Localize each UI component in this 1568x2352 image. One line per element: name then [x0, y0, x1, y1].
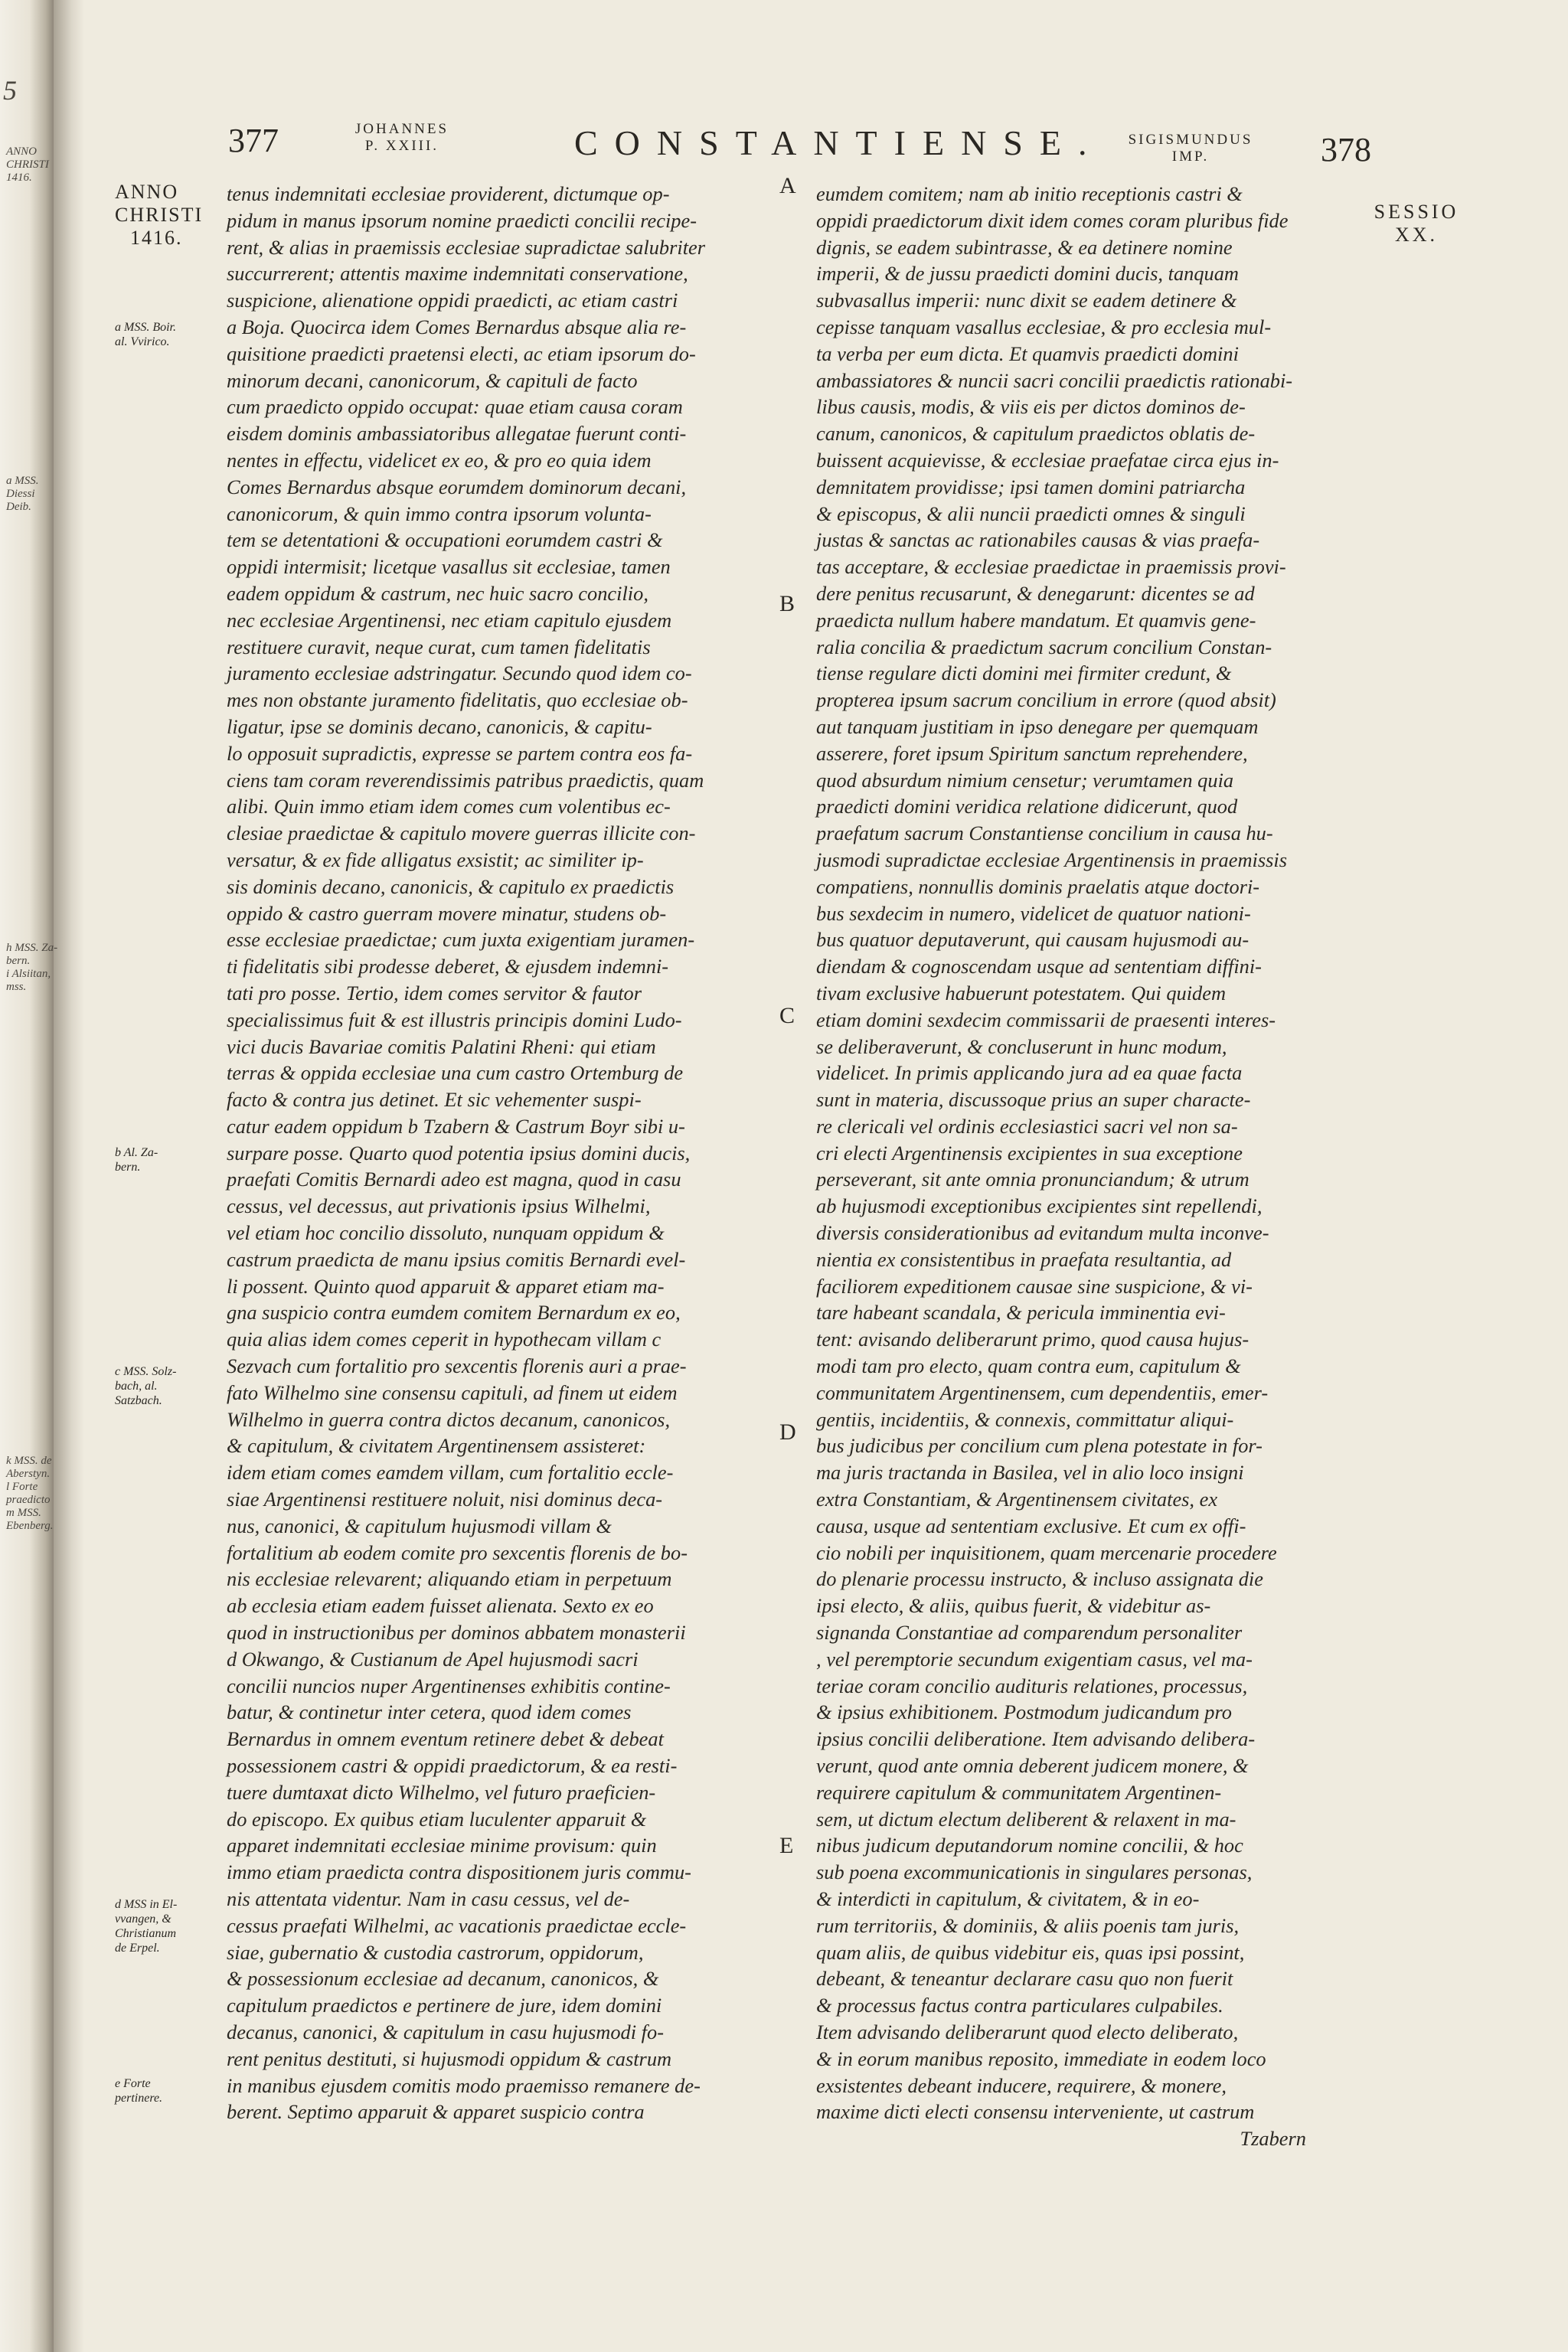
right-column-line: , vel peremptorie secundum exigentiam casus, vel ma- — [816, 1647, 1253, 1671]
right-column-line: cio nobili per inquisitionem, quam mercenarie procedere — [816, 1540, 1277, 1564]
left-column-line: vel etiam hoc concilio dissoluto, nunquam oppidum & — [227, 1221, 665, 1245]
left-column-line: tenus indemnitati ecclesiae providerent, dictumque op- — [227, 182, 670, 205]
left-column-line: lo opposuit supradictis, expresse se partem contra eos fa- — [227, 741, 693, 765]
left-column-line: pidum in manus ipsorum nomine praedicti concilii recipe- — [227, 208, 697, 232]
right-column-line: demnitatem providisse; ipsi tamen domini patriarcha — [816, 475, 1246, 498]
left-column-line: eisdem dominis ambassiatoribus allegatae fuerunt conti- — [227, 422, 687, 446]
right-column-line: eumdem comitem; nam ab initio receptionis castri & — [816, 182, 1243, 205]
left-column-line: eadem oppidum & castrum, nec huic sacro concilio, — [227, 581, 648, 605]
right-column-line: cri electi Argentinensis excipientes in sua exceptione — [816, 1141, 1243, 1165]
right-column-line: libus causis, modis, & viis eis per dictos dominos de- — [816, 395, 1246, 419]
left-column-line: alibi. Quin immo etiam idem comes cum volentibus ec- — [227, 795, 671, 818]
left-column-line: specialissimus fuit & est illustris principis domini Ludo- — [227, 1008, 682, 1031]
right-column-line: compatiens, nonnullis dominis praelatis atque doctori- — [816, 874, 1260, 898]
right-running-head-line-2: IMP. — [1171, 149, 1210, 165]
right-column-line: justas & sanctas ac rationabiles causas & vias praefa- — [816, 528, 1260, 552]
gutter-shadow — [54, 0, 84, 2352]
left-column-line: concilii nuncios nuper Argentinenses exhibitis contine- — [227, 1674, 671, 1697]
left-column-line: tuere dumtaxat dicto Wilhelmo, vel futuro praeficien- — [227, 1780, 656, 1804]
right-column-line: faciliorem expeditionem causae sine suspicione, & vi- — [816, 1274, 1253, 1298]
right-column-line: ipsius concilii deliberatione. Item advisando delibera- — [816, 1727, 1256, 1751]
right-column-line: do plenarie processu instructo, & incluso assignata die — [816, 1567, 1263, 1591]
right-column-line: requirere capitulum & communitatem Argentinen- — [816, 1780, 1222, 1804]
left-column-line: restituere curavit, neque curat, cum tamen fidelitatis — [227, 635, 651, 658]
right-column-line: se deliberaverunt, & concluserunt in hunc modum, — [816, 1034, 1227, 1058]
right-column-line: ralia concilia & praedictum sacrum concilium Constan- — [816, 635, 1272, 658]
right-column-line: ma juris tractanda in Basilea, vel in alio loco insigni — [816, 1461, 1244, 1485]
right-column-line: sub poena excommunicationis in singulares personas, — [816, 1860, 1253, 1884]
left-column-line: quisitione praedicti praetensi electi, ac etiam ipsorum do- — [227, 341, 696, 365]
left-column-line: decanus, canonici, & capitulum in casu hujusmodi fo- — [227, 2020, 664, 2043]
right-column-line: & interdicti in capitulum, & civitatem, & in eo- — [816, 1887, 1200, 1910]
right-column-line: quam aliis, de quibus videbitur eis, quas ipsi possint, — [816, 1940, 1245, 1964]
left-running-head-line-2: P. XXIII. — [364, 138, 439, 154]
left-column-line: sis dominis decano, canonicis, & capitulo ex praedictis — [227, 874, 675, 898]
right-column-line: imperii, & de jussu praedicti domini ducis, tanquam — [816, 262, 1239, 286]
left-column-line: cessus praefati Wilhelmi, ac vacationis praedictae eccle- — [227, 1913, 687, 1937]
left-column-line: clesiae praedictae & capitulo movere guerras illicite con- — [227, 822, 696, 845]
margin-note-e: e Forte pertinere. — [115, 2077, 163, 2105]
right-column-line: jusmodi supradictae ecclesiae Argentinensis in praemissis — [816, 848, 1287, 871]
left-column-line: versatur, & ex fide alligatus exsistit; ac similiter ip- — [227, 848, 644, 871]
left-column-line: possessionem castri & oppidi praedictorum, & ea resti- — [227, 1754, 678, 1778]
left-column-line: do episcopo. Ex quibus etiam luculenter apparuit & — [227, 1807, 647, 1831]
margin-note-a: a MSS. Boir. al. Vvirico. — [115, 321, 176, 348]
left-column-line: suspicione, alienatione oppidi praedicti, ac etiam castri — [227, 289, 678, 312]
right-column-line: & episcopus, & alii nuncii praedicti omnes & singuli — [816, 501, 1246, 525]
right-running-head-line-1: SIGISMUNDUS — [1128, 132, 1253, 148]
left-column-line: juramento ecclesiae adstringatur. Secundo quod idem co- — [227, 662, 692, 685]
section-letter-e: E — [779, 1833, 794, 1858]
right-column-line: causa, usque ad sententiam exclusive. Et cum ex offi- — [816, 1514, 1246, 1537]
right-page-number: 378 — [1321, 131, 1371, 168]
right-column-line: & in eorum manibus reposito, immediate in eodem loco — [816, 2047, 1266, 2070]
left-column-line: succurrerent; attentis maxime indemnitati conservatione, — [227, 262, 688, 286]
left-column-line: oppido & castro guerram movere minatur, studens ob- — [227, 901, 667, 925]
left-column-line: catur eadem oppidum b Tzabern & Castrum Boyr sibi u- — [227, 1114, 685, 1138]
right-column-line: subvasallus imperii: nunc dixit se eadem detinere & — [816, 289, 1237, 312]
right-column-line: perseverant, sit ante omnia pronunciandum; & utrum — [816, 1168, 1250, 1191]
section-letter-a: A — [779, 173, 796, 198]
right-column-line: tiense regulare dicti domini mei firmiter credunt, & — [816, 662, 1232, 685]
left-column-line: idem etiam comes eamdem villam, cum fortalitio eccle- — [227, 1461, 674, 1485]
margin-note-d: d MSS in El- vvangen, & Christianum de Erpel. — [115, 1898, 178, 1955]
right-column-line: tent: avisando deliberarunt primo, quod causa hujus- — [816, 1328, 1250, 1351]
left-column-line: tati pro posse. Tertio, idem comes servitor & fautor — [227, 981, 642, 1004]
section-letter-b: B — [779, 591, 795, 616]
right-column-line: sem, ut dictum electum deliberent & relaxent in ma- — [816, 1807, 1236, 1831]
right-column-line: ta verba per eum dicta. Et quamvis praedicti domini — [816, 341, 1239, 365]
spine-fragment-number: 5 — [3, 75, 17, 106]
right-column-line: diendam & cognoscendam usque ad sententiam diffini- — [816, 955, 1262, 978]
right-column-line: modi tam pro electo, quam contra eum, capitulum & — [816, 1354, 1241, 1378]
left-column-line: mes non obstante juramento fidelitatis, quo ecclesiae ob- — [227, 688, 688, 712]
right-column-line: & processus factus contra particulares culpabiles. — [816, 1994, 1223, 2017]
right-column-line: ipsi electo, & aliis, quibus fuerit, & videbitur as- — [816, 1594, 1211, 1618]
right-column-line: signanda Constantiae ad comparendum personaliter — [816, 1621, 1243, 1645]
left-column-line: & possessionum ecclesiae ad decanum, canonicos, & — [227, 1967, 659, 1991]
left-column-line: ligatur, ipse se dominis decano, canonicis, & capitu- — [227, 714, 652, 738]
left-column-line: li possent. Quinto quod apparuit & apparet etiam ma- — [227, 1274, 665, 1298]
left-column-line: immo etiam praedicta contra dispositionem juris commu- — [227, 1860, 691, 1884]
right-column-line: communitatem Argentinensem, cum dependentiis, emer- — [816, 1380, 1269, 1404]
left-running-head — [337, 121, 467, 155]
right-column-line: Tzabern — [1240, 2127, 1306, 2151]
sessio-label — [1370, 201, 1462, 247]
left-column-line: siae, gubernatio & custodia castrorum, oppidorum, — [227, 1940, 644, 1964]
left-column-line: praefati Comitis Bernardi adeo est magna, quod in casu — [227, 1168, 681, 1191]
left-column-line: quia alias idem comes ceperit in hypothecam villam c — [227, 1328, 662, 1351]
right-column-line: gentiis, incidentiis, & connexis, committatur aliqui- — [816, 1407, 1234, 1431]
anno-line-2: CHRISTI — [115, 204, 204, 226]
right-column-line: bus sexdecim in numero, videlicet de quatuor nationi- — [816, 901, 1251, 925]
right-column-line: bus quatuor deputaverunt, qui causam hujusmodi au- — [816, 928, 1250, 952]
left-column-line: oppidi intermisit; licetque vasallus sit ecclesiae, tamen — [227, 555, 671, 579]
right-column-line: asserere, foret ipsum Spiritum sanctum reprehendere, — [816, 741, 1248, 765]
right-column-line: praedicta nullum habere mandatum. Et quamvis gene- — [816, 608, 1256, 632]
right-column-line: praefatum sacrum Constantiense concilium in causa hu- — [816, 822, 1273, 845]
right-column-line: teriae coram concilio audituris relationes, processus, — [816, 1674, 1248, 1697]
left-column-line: rent, & alias in praemissis ecclesiae supradictae salubriter — [227, 235, 706, 259]
right-column-line: tare habeant scandala, & pericula imminentia evi- — [816, 1301, 1226, 1325]
left-column-line: fato Wilhelmo sine consensu capituli, ad finem ut eidem — [227, 1380, 678, 1404]
anno-line-3: 1416. — [130, 227, 183, 249]
left-column-line: capitulum praedictos e pertinere de jure, idem domini — [227, 1994, 662, 2017]
right-column-line: ab hujusmodi exceptionibus excipientes sint repellendi, — [816, 1194, 1263, 1218]
left-column-line: Sezvach cum fortalitio pro sexcentis florenis auri a prae- — [227, 1354, 687, 1378]
left-column-line: quod in instructionibus per dominos abbatem monasterii — [227, 1621, 686, 1645]
left-column-line: Bernardus in omnem eventum retinere debet & debeat — [227, 1727, 664, 1751]
spine-fragment-note-k: k MSS. de Aberstyn. l Forte praedicto m MSS. Ebenberg. — [6, 1455, 54, 1532]
left-column-line: esse ecclesiae praedictae; cum juxta exigentiam juramen- — [227, 928, 695, 952]
left-column-line: canonicorum, & quin immo contra ipsorum volunta- — [227, 501, 652, 525]
left-column-line: tem se detentationi & occupationi eorumdem castri & — [227, 528, 663, 552]
right-column-line: rum territoriis, & dominiis, & aliis poenis tam juris, — [816, 1913, 1240, 1937]
left-column-line: siae Argentinensi restituere noluit, nisi dominus deca- — [227, 1488, 663, 1511]
left-running-head-line-1: JOHANNES — [354, 121, 449, 137]
left-column-line: ti fidelitatis sibi prodesse deberet, & ejusdem indemni- — [227, 955, 669, 978]
section-letter-d: D — [779, 1419, 796, 1445]
left-column-line: nis attentata videntur. Nam in casu cessus, vel de- — [227, 1887, 630, 1910]
left-column-line: batur, & continetur inter cetera, quod idem comes — [227, 1700, 632, 1724]
left-column-line: minorum decani, canonicorum, & capituli de facto — [227, 368, 638, 392]
right-column-line: bus judicibus per concilium cum plena potestate in for- — [816, 1434, 1263, 1458]
right-column-line: ambassiatores & nuncii sacri concilii praedictis rationabi- — [816, 368, 1293, 392]
right-column-line: nibus judicum deputandorum nomine concilii, & hoc — [816, 1834, 1243, 1857]
right-column-line: buissent acquievisse, & ecclesiae praefatae circa ejus in- — [816, 448, 1279, 472]
right-column-line: exsistentes debeant inducere, requirere, & monere, — [816, 2073, 1227, 2097]
left-column-line: ciens tam coram reverendissimis patribus praedictis, quam — [227, 768, 704, 792]
spine-fragment-note-h: h MSS. Za- bern. i Alsiitan, mss. — [6, 942, 58, 993]
right-column-line: verunt, quod ante omnia deberent judicem monere, & — [816, 1754, 1249, 1778]
left-column-line: in manibus ejusdem comitis modo praemisso remanere de- — [227, 2073, 701, 2097]
right-text-column — [816, 181, 1367, 2152]
right-column-line: praedicti domini veridica relatione didicerunt, quod — [816, 795, 1238, 818]
margin-note-b: b Al. Za- bern. — [115, 1146, 158, 1174]
right-column-line: aut tanquam justitiam in ipso denegare per quemquam — [816, 714, 1259, 738]
left-column-line: terras & oppida ecclesiae una cum castro Ortemburg de — [227, 1061, 684, 1085]
left-column-line: nus, canonici, & capitulum hujusmodi villam & — [227, 1514, 612, 1537]
left-column-line: gna suspicio contra eumdem comitem Bernardum ex eo, — [227, 1301, 681, 1325]
right-column-line: dignis, se eadem subintrasse, & ea detinere nomine — [816, 235, 1233, 259]
spine-fragment-note-a: a MSS. Diessi Deib. — [6, 475, 39, 513]
right-column-line: quod absurdum nimium censetur; verumtamen quia — [816, 768, 1234, 792]
left-text-column — [227, 181, 778, 2125]
left-column-line: apparet indemnitati ecclesiae minime provisum: quin — [227, 1834, 657, 1857]
left-column-line: facto & contra jus detinet. Et sic vehementer suspi- — [227, 1088, 642, 1112]
left-column-line: berent. Septimo apparuit & apparet suspicio contra — [227, 2100, 645, 2124]
left-column-line: nentes in effectu, videlicet ex eo, & pro eo quia idem — [227, 448, 652, 472]
right-column-line: diversis considerationibus ad evitandum multa inconve- — [816, 1221, 1269, 1245]
right-column-line: cepisse tanquam vasallus ecclesiae, & pro ecclesia mul- — [816, 315, 1272, 338]
anno-christi-label — [115, 181, 203, 250]
right-column-line: tivam exclusive habuerunt potestatem. Qui quidem — [816, 981, 1227, 1004]
left-page-number: 377 — [228, 122, 279, 159]
left-column-line: Wilhelmo in guerra contra dictos decanum, canonicos, — [227, 1407, 671, 1431]
right-column-line: dere penitus recusarunt, & denegarunt: dicentes se ad — [816, 581, 1255, 605]
left-column-line: surpare posse. Quarto quod potentia ipsius domini ducis, — [227, 1141, 691, 1165]
margin-note-c: c MSS. Solz- bach, al. Satzbach. — [115, 1365, 177, 1407]
spine-fragment-anno: ANNO CHRISTI 1416. — [6, 145, 49, 184]
right-column-line: canum, canonicos, & capitulum praedictos oblatis de- — [816, 422, 1256, 446]
right-column-line: propterea ipsum sacrum concilium in errore (quod absit) — [816, 688, 1276, 712]
left-column-line: cessus, vel decessus, aut privationis ipsius Wilhelmi, — [227, 1194, 651, 1218]
section-letter-c: C — [779, 1003, 795, 1028]
right-column-line: sunt in materia, discussoque prius an super characte- — [816, 1088, 1251, 1112]
left-column-line: castrum praedicta de manu ipsius comitis Bernardi evel- — [227, 1247, 686, 1271]
left-column-line: a Boja. Quocirca idem Comes Bernardus absque alia re- — [227, 315, 687, 338]
sessio-line-1: SESSIO — [1374, 201, 1459, 223]
book-spine — [0, 0, 54, 2352]
left-column-line: fortalitium ab eodem comite pro sexcentis florenis de bo- — [227, 1540, 688, 1564]
left-column-line: ab ecclesia etiam eadem fuisset alienata. Sexto ex eo — [227, 1594, 654, 1618]
left-column-line: Comes Bernardus absque eorumdem dominorum decani, — [227, 475, 687, 498]
sessio-line-2: XX. — [1394, 224, 1439, 246]
right-column-line: re clericali vel ordinis ecclesiastici sacri vel non sa- — [816, 1114, 1238, 1138]
left-column-line: vici ducis Bavariae comitis Palatini Rheni: qui etiam — [227, 1034, 656, 1058]
anno-line-1: ANNO — [115, 181, 179, 203]
right-column-line: etiam domini sexdecim commissarii de praesenti interes- — [816, 1008, 1276, 1031]
right-column-line: Item advisando deliberarunt quod electo deliberato, — [816, 2020, 1239, 2043]
left-column-line: rent penitus destituti, si hujusmodi oppidum & castrum — [227, 2047, 672, 2070]
right-column-line: maxime dicti electi consensu interveniente, ut castrum — [816, 2100, 1255, 2124]
right-column-line: extra Constantiam, & Argentinensem civitates, ex — [816, 1488, 1218, 1511]
right-column-line: nientia ex consistentibus in praefata resultantia, ad — [816, 1247, 1232, 1271]
right-column-line: tas acceptare, & ecclesiae praedictae in praemissis provi- — [816, 555, 1286, 579]
left-column-line: & capitulum, & civitatem Argentinensem assisteret: — [227, 1434, 646, 1458]
page-title: CONSTANTIENSE. — [574, 123, 1104, 162]
left-column-line: cum praedicto oppido occupat: quae etiam causa coram — [227, 395, 683, 419]
right-column-line: debeant, & teneantur declarare casu quo non fuerit — [816, 1967, 1233, 1991]
left-column-line: nec ecclesiae Argentinensi, nec etiam capitulo ejusdem — [227, 608, 672, 632]
right-column-line: videlicet. In primis applicando jura ad ea quae facta — [816, 1061, 1243, 1085]
right-column-line: & ipsius exhibitionem. Postmodum judicandum pro — [816, 1700, 1232, 1724]
right-column-line: oppidi praedictorum dixit idem comes coram pluribus fide — [816, 208, 1289, 232]
left-column-line: nis ecclesiae relevarent; aliquando etiam in perpetuum — [227, 1567, 672, 1591]
left-column-line: d Okwango, & Custianum de Apel hujusmodi sacri — [227, 1647, 639, 1671]
right-running-head — [1114, 132, 1267, 165]
